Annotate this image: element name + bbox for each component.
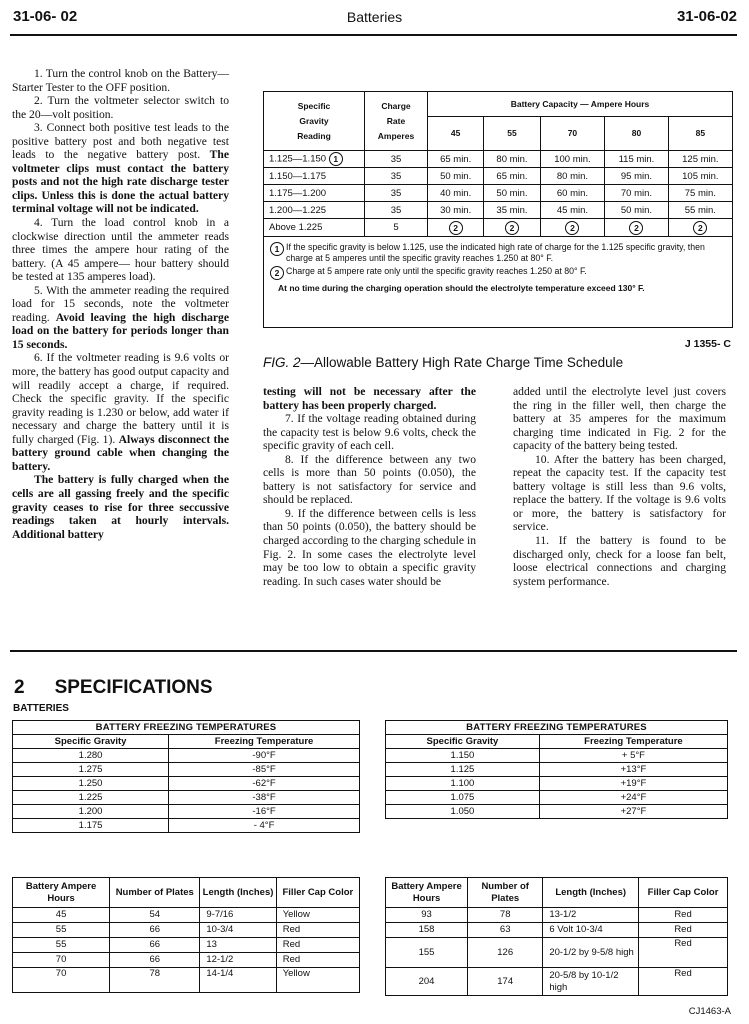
table-row: 1.200 -16°F: [13, 805, 360, 819]
header-battery-capacity: Battery Capacity — Ampere Hours: [428, 92, 733, 117]
paragraph-continued: added until the electrolyte level just covers the ring in the filler well, then charge the battery at 35 amperes for the maximum charging time indicated in Fig. 2 for the capacity of the battery being tested.: [513, 385, 726, 453]
table-row: 158 63 6 Volt 10-3/4 Red: [386, 923, 728, 938]
table-row: 1.075 +24°F: [386, 791, 728, 805]
time-cell: 75 min.: [668, 185, 732, 202]
footnote-1-marker: 1: [329, 152, 343, 166]
table-row: 1.225 -38°F: [13, 791, 360, 805]
time-cell: 35 min.: [484, 202, 540, 219]
gravity-cell: 1.200—1.225: [264, 202, 365, 219]
header-specific-gravity: Specific Gravity Reading: [264, 92, 365, 151]
table-row: 45 54 9-7/16 Yellow: [13, 908, 360, 923]
header-ampere-hours: Battery Ampere Hours: [13, 878, 110, 908]
footnote-2-marker: 2: [505, 221, 519, 235]
footnote-2-marker: 2: [449, 221, 463, 235]
table-row: 1.150 + 5°F: [386, 749, 728, 763]
paragraph-step-2: 2. Turn the voltmeter selector switch to the 20—volt position.: [12, 94, 229, 121]
time-cell: 40 min.: [428, 185, 484, 202]
paragraph-step-9: 9. If the difference between cells is less than 50 points (0.050), the battery should be charged according to the charging schedule in Fig. 2. In some cases the electrolyte level may be too low to obtain a specific gravity reading. In such cases water should be: [263, 506, 476, 588]
time-cell: 50 min.: [484, 185, 540, 202]
paragraph-continued: testing will not be necessary after the battery has been properly charged.: [263, 385, 476, 412]
table-row: 55 66 13 Red: [13, 938, 360, 953]
table-row: [264, 168, 732, 185]
time-cell: 125 min.: [668, 151, 732, 168]
header-filler-cap-color: Filler Cap Color: [639, 878, 728, 908]
table-row: 70 66 12-1/2 Red: [13, 953, 360, 968]
time-cell: 100 min.: [540, 151, 605, 168]
freezing-table-title: BATTERY FREEZING TEMPERATURES: [13, 721, 360, 735]
note-3: At no time during the charging operation should the electrolyte temperature exceed 130° F.: [278, 283, 645, 293]
time-cell: 30 min.: [428, 202, 484, 219]
time-cell: [540, 219, 605, 237]
header-length: Length (Inches): [543, 878, 639, 908]
paragraph-step-6: 6. If the voltmeter reading is 9.6 volts or more, the battery has good output capacity and will readily accept a charge, if required. Check the specific gravity. If the specific gravity reading is 1.230 or below, add water if necessary and charge the battery until it is fully charged (Fig. 1). Always disconnect the battery ground cable when changing the battery.: [12, 351, 230, 473]
text-column-1: [12, 67, 229, 541]
header-capacity-80: 80: [605, 117, 668, 151]
warning-voltmeter-clips: The voltmeter clips must contact the battery posts and not the high rate discharge tester clips. Unless this is done the actual battery terminal voltage will not be indicated.: [12, 148, 229, 216]
header-length: Length (Inches): [200, 878, 276, 908]
time-cell: 45 min.: [540, 202, 605, 219]
paragraph-step-11: 11. If the battery is found to be discharged only, check for a loose fan belt, loose electrical connections and charging system performance.: [513, 534, 726, 588]
header-ampere-hours: Battery Ampere Hours: [386, 878, 468, 908]
paragraph-step-8: 8. If the difference between any two cells is more than 50 points (0.050), the battery is not satisfactory for service and should be replaced.: [263, 452, 476, 507]
time-cell: 55 min.: [668, 202, 732, 219]
gravity-cell: Above 1.225: [264, 219, 365, 237]
table-row: [264, 202, 732, 219]
figure-caption: FIG. 2—Allowable Battery High Rate Charge Time Schedule: [263, 355, 624, 370]
footnote-2-marker: 2: [565, 221, 579, 235]
paragraph-step-3: 3. Connect both positive test leads to the positive battery post and both negative test leads to the negative battery post. The voltmeter clips must contact the battery posts and not the high rate discharge tester clips. Unless this is done the actual battery terminal voltage will not be indicated.: [12, 121, 229, 216]
header-filler-cap-color: Filler Cap Color: [276, 878, 359, 908]
table-row: 1.275 -85°F: [13, 763, 360, 777]
paragraph-fully-charged: The battery is fully charged when the cells are all gassing freely and the specific gravity ceases to rise for three seccussive readings taken at hourly intervals. Additional battery: [12, 473, 229, 541]
time-cell: [605, 219, 668, 237]
footnote-2-marker: 2: [693, 221, 707, 235]
time-cell: 95 min.: [605, 168, 668, 185]
freezing-table-title: BATTERY FREEZING TEMPERATURES: [386, 721, 728, 735]
table-row: 1.050 +27°F: [386, 805, 728, 819]
page-number-left: 31-06- 02: [13, 8, 78, 25]
time-cell: 50 min.: [605, 202, 668, 219]
header-capacity-70: 70: [540, 117, 605, 151]
table-row: [264, 185, 732, 202]
table-row: 1.100 +19°F: [386, 777, 728, 791]
section-subtitle: BATTERIES: [13, 703, 69, 714]
gravity-cell: 1.175—1.200: [264, 185, 365, 202]
warning-ground-cable: Always disconnect the battery ground cable when changing the battery.: [12, 432, 230, 473]
table-row: 1.280 -90°F: [13, 749, 360, 763]
header-charge-rate: Charge Rate Amperes: [365, 92, 428, 151]
rate-cell: 5: [365, 219, 428, 237]
header-capacity-45: 45: [428, 117, 484, 151]
header-freezing-temperature: Freezing Temperature: [539, 735, 727, 749]
note-1: 1 If the specific gravity is below 1.125, use the indicated high rate of charge for the 1.125 specific gravity, then charge at 5 amperes until the specific gravity reaches 1.250 at 80° F.: [270, 242, 728, 263]
paragraph-step-1: 1. Turn the control knob on the Battery—Starter Tester to the OFF position.: [12, 67, 229, 94]
charge-table-frame: [263, 91, 733, 328]
figure-reference: J 1355- C: [684, 338, 731, 350]
header-specific-gravity: Specific Gravity: [13, 735, 169, 749]
time-cell: 80 min.: [484, 151, 540, 168]
time-cell: 70 min.: [605, 185, 668, 202]
section-heading: 2 SPECIFICATIONS: [14, 677, 213, 698]
gravity-cell: 1.125—1.150 1: [264, 151, 365, 168]
time-cell: [428, 219, 484, 237]
paragraph-step-4: 4. Turn the load control knob in a clockwise direction until the ammeter reads three times the ampere hour rating of the battery. (A 45 ampere— hour battery should be tested at 135 amperes load).: [12, 216, 229, 284]
table-row: 93 78 13-1/2 Red: [386, 908, 728, 923]
header-capacity-85: 85: [668, 117, 732, 151]
table-row: 55 66 10-3/4 Red: [13, 923, 360, 938]
charge-time-table: [264, 92, 732, 237]
rate-cell: 35: [365, 168, 428, 185]
table-row: 70 78 14-1/4 Yellow: [13, 968, 360, 993]
time-cell: [484, 219, 540, 237]
table-row: 204 174 20-5/8 by 10-1/2 high Red: [386, 968, 728, 996]
footnote-2-marker: 2: [629, 221, 643, 235]
page-header-title: Batteries: [346, 9, 403, 25]
table-notes: [264, 237, 732, 294]
time-cell: 60 min.: [540, 185, 605, 202]
rate-cell: 35: [365, 151, 428, 168]
time-cell: 65 min.: [428, 151, 484, 168]
battery-table-right: [385, 877, 728, 996]
battery-table-left: [12, 877, 360, 993]
paragraph-step-7: 7. If the voltage reading obtained during the capacity test is below 9.6 volts, check the specific gravity of each cell.: [263, 412, 476, 453]
time-cell: [668, 219, 732, 237]
time-cell: 105 min.: [668, 168, 732, 185]
page-number-right: 31-06-02: [676, 8, 737, 25]
text-column-2: [263, 385, 476, 588]
paragraph-step-10: 10. After the battery has been charged, repeat the capacity test. If the capacity test battery voltage is still less than 9.6 volts, replace the battery. If the voltage is 9.6 volts or more, the battery is satisfactory for service.: [513, 452, 726, 534]
table-row: 1.250 -62°F: [13, 777, 360, 791]
table-row: 1.175 - 4°F: [13, 819, 360, 833]
time-cell: 50 min.: [428, 168, 484, 185]
section-rule: [10, 650, 737, 652]
specs-reference: CJ1463-A: [688, 1006, 731, 1017]
header-rule: [10, 34, 737, 36]
header-freezing-temperature: Freezing Temperature: [169, 735, 360, 749]
time-cell: 80 min.: [540, 168, 605, 185]
rate-cell: 35: [365, 185, 428, 202]
freezing-table-right: [385, 720, 728, 832]
header-capacity-55: 55: [484, 117, 540, 151]
table-row: 155 126 20-1/2 by 9-5/8 high Red: [386, 938, 728, 968]
freezing-table-left: [12, 720, 360, 833]
table-row: [264, 151, 732, 168]
table-row: [386, 819, 728, 833]
paragraph-step-5: 5. With the ammeter reading the required load for 15 seconds, note the voltmeter reading. Avoid leaving the high discharge load on the battery for periods longer than 15 seconds.: [12, 283, 230, 351]
time-cell: 115 min.: [605, 151, 668, 168]
time-cell: 65 min.: [484, 168, 540, 185]
text-column-3: [513, 385, 726, 588]
header-number-of-plates: Number of Plates: [110, 878, 200, 908]
table-row: 1.125 +13°F: [386, 763, 728, 777]
header-specific-gravity: Specific Gravity: [386, 735, 540, 749]
table-row: [264, 219, 732, 237]
note-2: 2 Charge at 5 ampere rate only until the specific gravity reaches 1.250 at 80° F.: [270, 266, 728, 280]
rate-cell: 35: [365, 202, 428, 219]
gravity-cell: 1.150—1.175: [264, 168, 365, 185]
header-number-of-plates: Number of Plates: [468, 878, 543, 908]
warning-discharge-load: Avoid leaving the high discharge load on the battery for periods longer than 15 seconds.: [12, 310, 230, 351]
